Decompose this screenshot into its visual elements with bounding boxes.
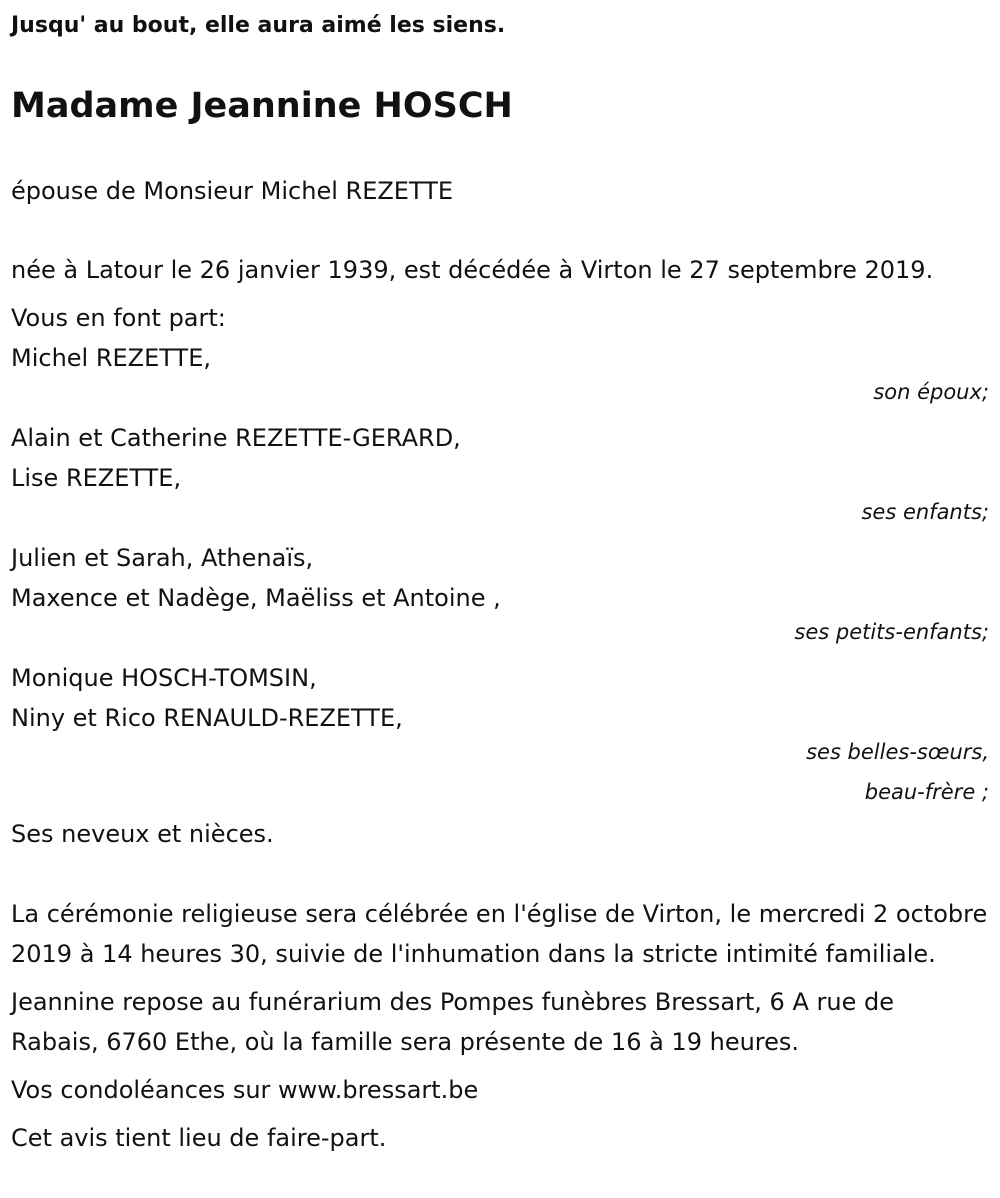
announce-line: Vous en font part: — [11, 304, 226, 332]
motto: Jusqu' au bout, elle aura aimé les siens. — [11, 13, 506, 38]
nephews-line: Ses neveux et nièces. — [11, 820, 274, 848]
family-name-line: Michel REZETTE, — [11, 344, 211, 372]
family-role: ses belles-sœurs, — [806, 740, 989, 764]
family-group-in-laws — [11, 658, 989, 812]
family-name-line: Alain et Catherine REZETTE-GERARD, — [11, 424, 461, 452]
birth-death-line: née à Latour le 26 janvier 1939, est décédée à Virton le 27 septembre 2019. — [11, 256, 934, 284]
family-name-line: Maxence et Nadège, Maëliss et Antoine , — [11, 584, 501, 612]
family-role: son époux; — [873, 380, 989, 404]
funerarium-paragraph: Jeannine repose au funérarium des Pompes funèbres Bressart, 6 A rue de Rabais, 6760 Ethe, où la famille sera présente de 16 à 19 heures. — [11, 988, 894, 1056]
family-group-grandchildren — [11, 538, 989, 652]
condolences-line: Vos condoléances sur www.bressart.be — [11, 1076, 479, 1104]
family-group-spouse — [11, 338, 989, 412]
family-name-line: Monique HOSCH-TOMSIN, — [11, 664, 317, 692]
family-role: ses petits-enfants; — [794, 620, 989, 644]
family-name-line: Lise REZETTE, — [11, 464, 182, 492]
obituary-notice — [11, 6, 989, 1158]
family-group-children — [11, 418, 989, 532]
deceased-name: Madame Jeannine HOSCH — [11, 86, 513, 126]
notice-line: Cet avis tient lieu de faire-part. — [11, 1124, 387, 1152]
family-role: ses enfants; — [861, 500, 989, 524]
ceremony-paragraph: La cérémonie religieuse sera célébrée en l'église de Virton, le mercredi 2 octobre 2019 à 14 heures 30, suivie de l'inhumation dans la stricte intimité familiale. — [11, 900, 988, 968]
family-name-line: Niny et Rico RENAULD-REZETTE, — [11, 704, 403, 732]
family-role: beau-frère ; — [864, 780, 989, 804]
spouse-line: épouse de Monsieur Michel REZETTE — [11, 177, 454, 205]
family-name-line: Julien et Sarah, Athenaïs, — [11, 544, 314, 572]
